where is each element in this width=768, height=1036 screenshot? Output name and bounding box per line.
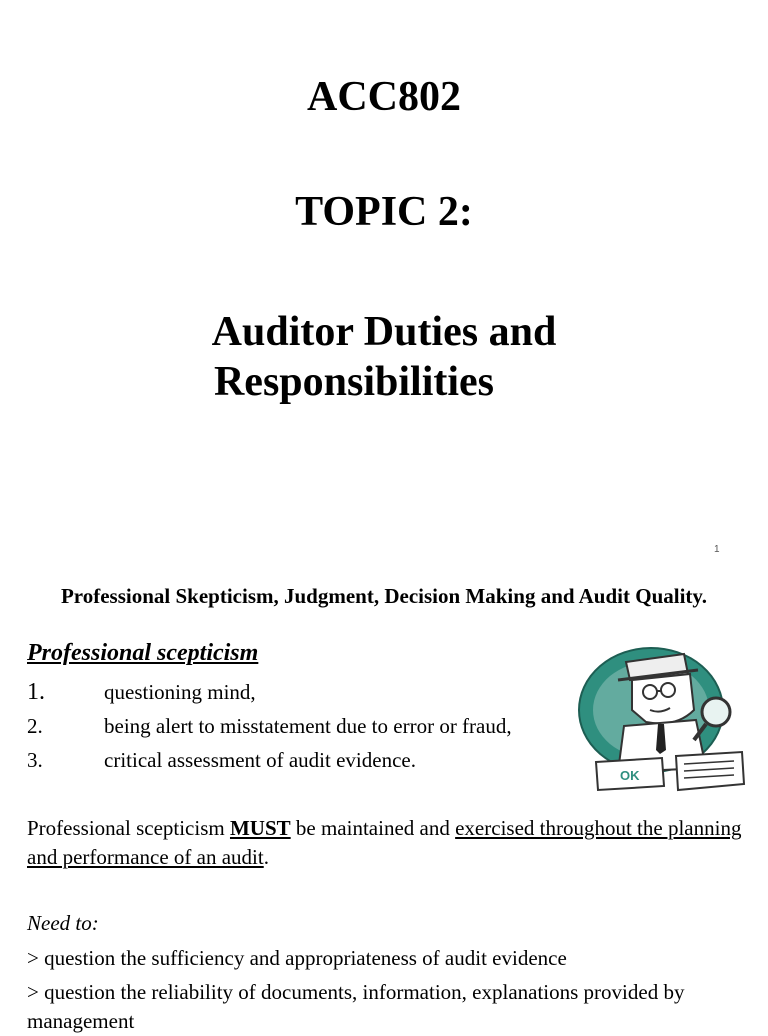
scepticism-paragraph [27,814,747,872]
list-text: being alert to misstatement due to error or fraud, [104,714,512,738]
list-number: 3. [27,748,43,772]
slide-number: 1 [714,544,720,555]
list-number: 2. [27,714,43,738]
need-item: > question the sufficiency and appropriateness of audit evidence [27,946,567,970]
list-text: critical assessment of audit evidence. [104,748,416,772]
section-title: Professional scepticism [27,640,259,666]
list-text: questioning mind, [104,680,256,704]
list-item [27,712,512,740]
paragraph-underlined: exercised throughout the planning and performance of an audit [27,816,742,869]
list-number: 1. [27,679,45,705]
course-code: ACC802 [307,74,461,120]
paragraph-part3: . [263,845,269,869]
ok-stamp-label: OK [620,768,640,783]
subject-title [0,307,768,407]
list-item [27,678,256,706]
subject-title-line1: Auditor Duties and [211,309,557,355]
paragraph-must: MUST [229,816,291,840]
slide2-heading: Professional Skepticism, Judgment, Decision Making and Audit Quality. [60,584,708,608]
auditor-magnifier-icon [566,640,756,805]
need-label: Need to: [27,911,99,935]
need-item: > question the reliability of documents, information, explanations provided by management [27,980,685,1033]
list-item [27,746,416,774]
paragraph-part2: be maintained and [290,816,456,840]
subject-title-line2: Responsibilities [213,359,495,405]
topic-heading: TOPIC 2: [295,189,473,235]
paragraph-part1: Professional scepticism [27,816,230,840]
